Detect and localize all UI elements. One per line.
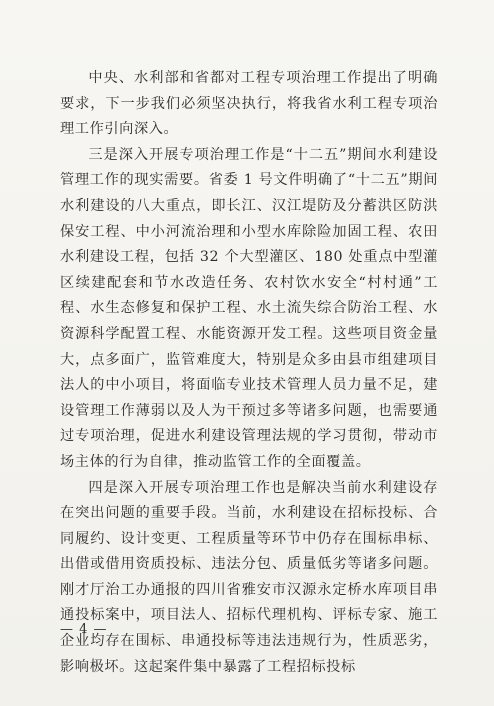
page-number: — 4 —	[60, 622, 108, 637]
paragraph-1: 中央、水利部和省都对工程专项治理工作提出了明确要求，下一步我们必须坚决执行，将我省水利工程专项治理工作引向深入。	[60, 70, 438, 138]
paragraph-2: 三是深入开展专项治理工作是“十二五”期间水利建设管理工作的现实需要。省委 1 号文件明确了“十二五”期间水利建设的八大重点，即长江、汉江堤防及分蓄洪区防洪保安工程、中小河流治理和小型水库除险加固工程、农田水利建设工程，包括 32 个大型灌区、180 处重点中型灌区续建配套和节水改造任务、农村饮水安全“村村通”工程、水生态修复和保护工程、水土流失综合防治工程、水资源科学配置工程、水能资源开发工程。这些项目资金量大，点多面广，监管难度大，特别是众多由县市组建项目法人的中小项目，将面临专业技术管理人员力量不足，建设管理工作薄弱以及人为干预过多等诸多问题，也需要通过专项治理，促进水利建设管理法规的学习贯彻，带动市场主体的行为自律，推动监管工作的全面覆盖。	[60, 146, 438, 470]
paragraph-3: 四是深入开展专项治理工作也是解决当前水利建设存在突出问题的重要手段。当前，水利建设在招标投标、合同履约、设计变更、工程质量等环节中仍存在围标串标、出借或借用资质投标、违法分包、质量低劣等诸多问题。刚才厅治工办通报的四川省雅安市汉源永定桥水库项目串通投标案中，项目法人、招标代理机构、评标专家、施工企业均存在围标、串通投标等违法违规行为，性质恶劣，影响极坏。这起案件集中暴露了工程招标投标	[60, 479, 438, 675]
document-body	[60, 66, 438, 680]
